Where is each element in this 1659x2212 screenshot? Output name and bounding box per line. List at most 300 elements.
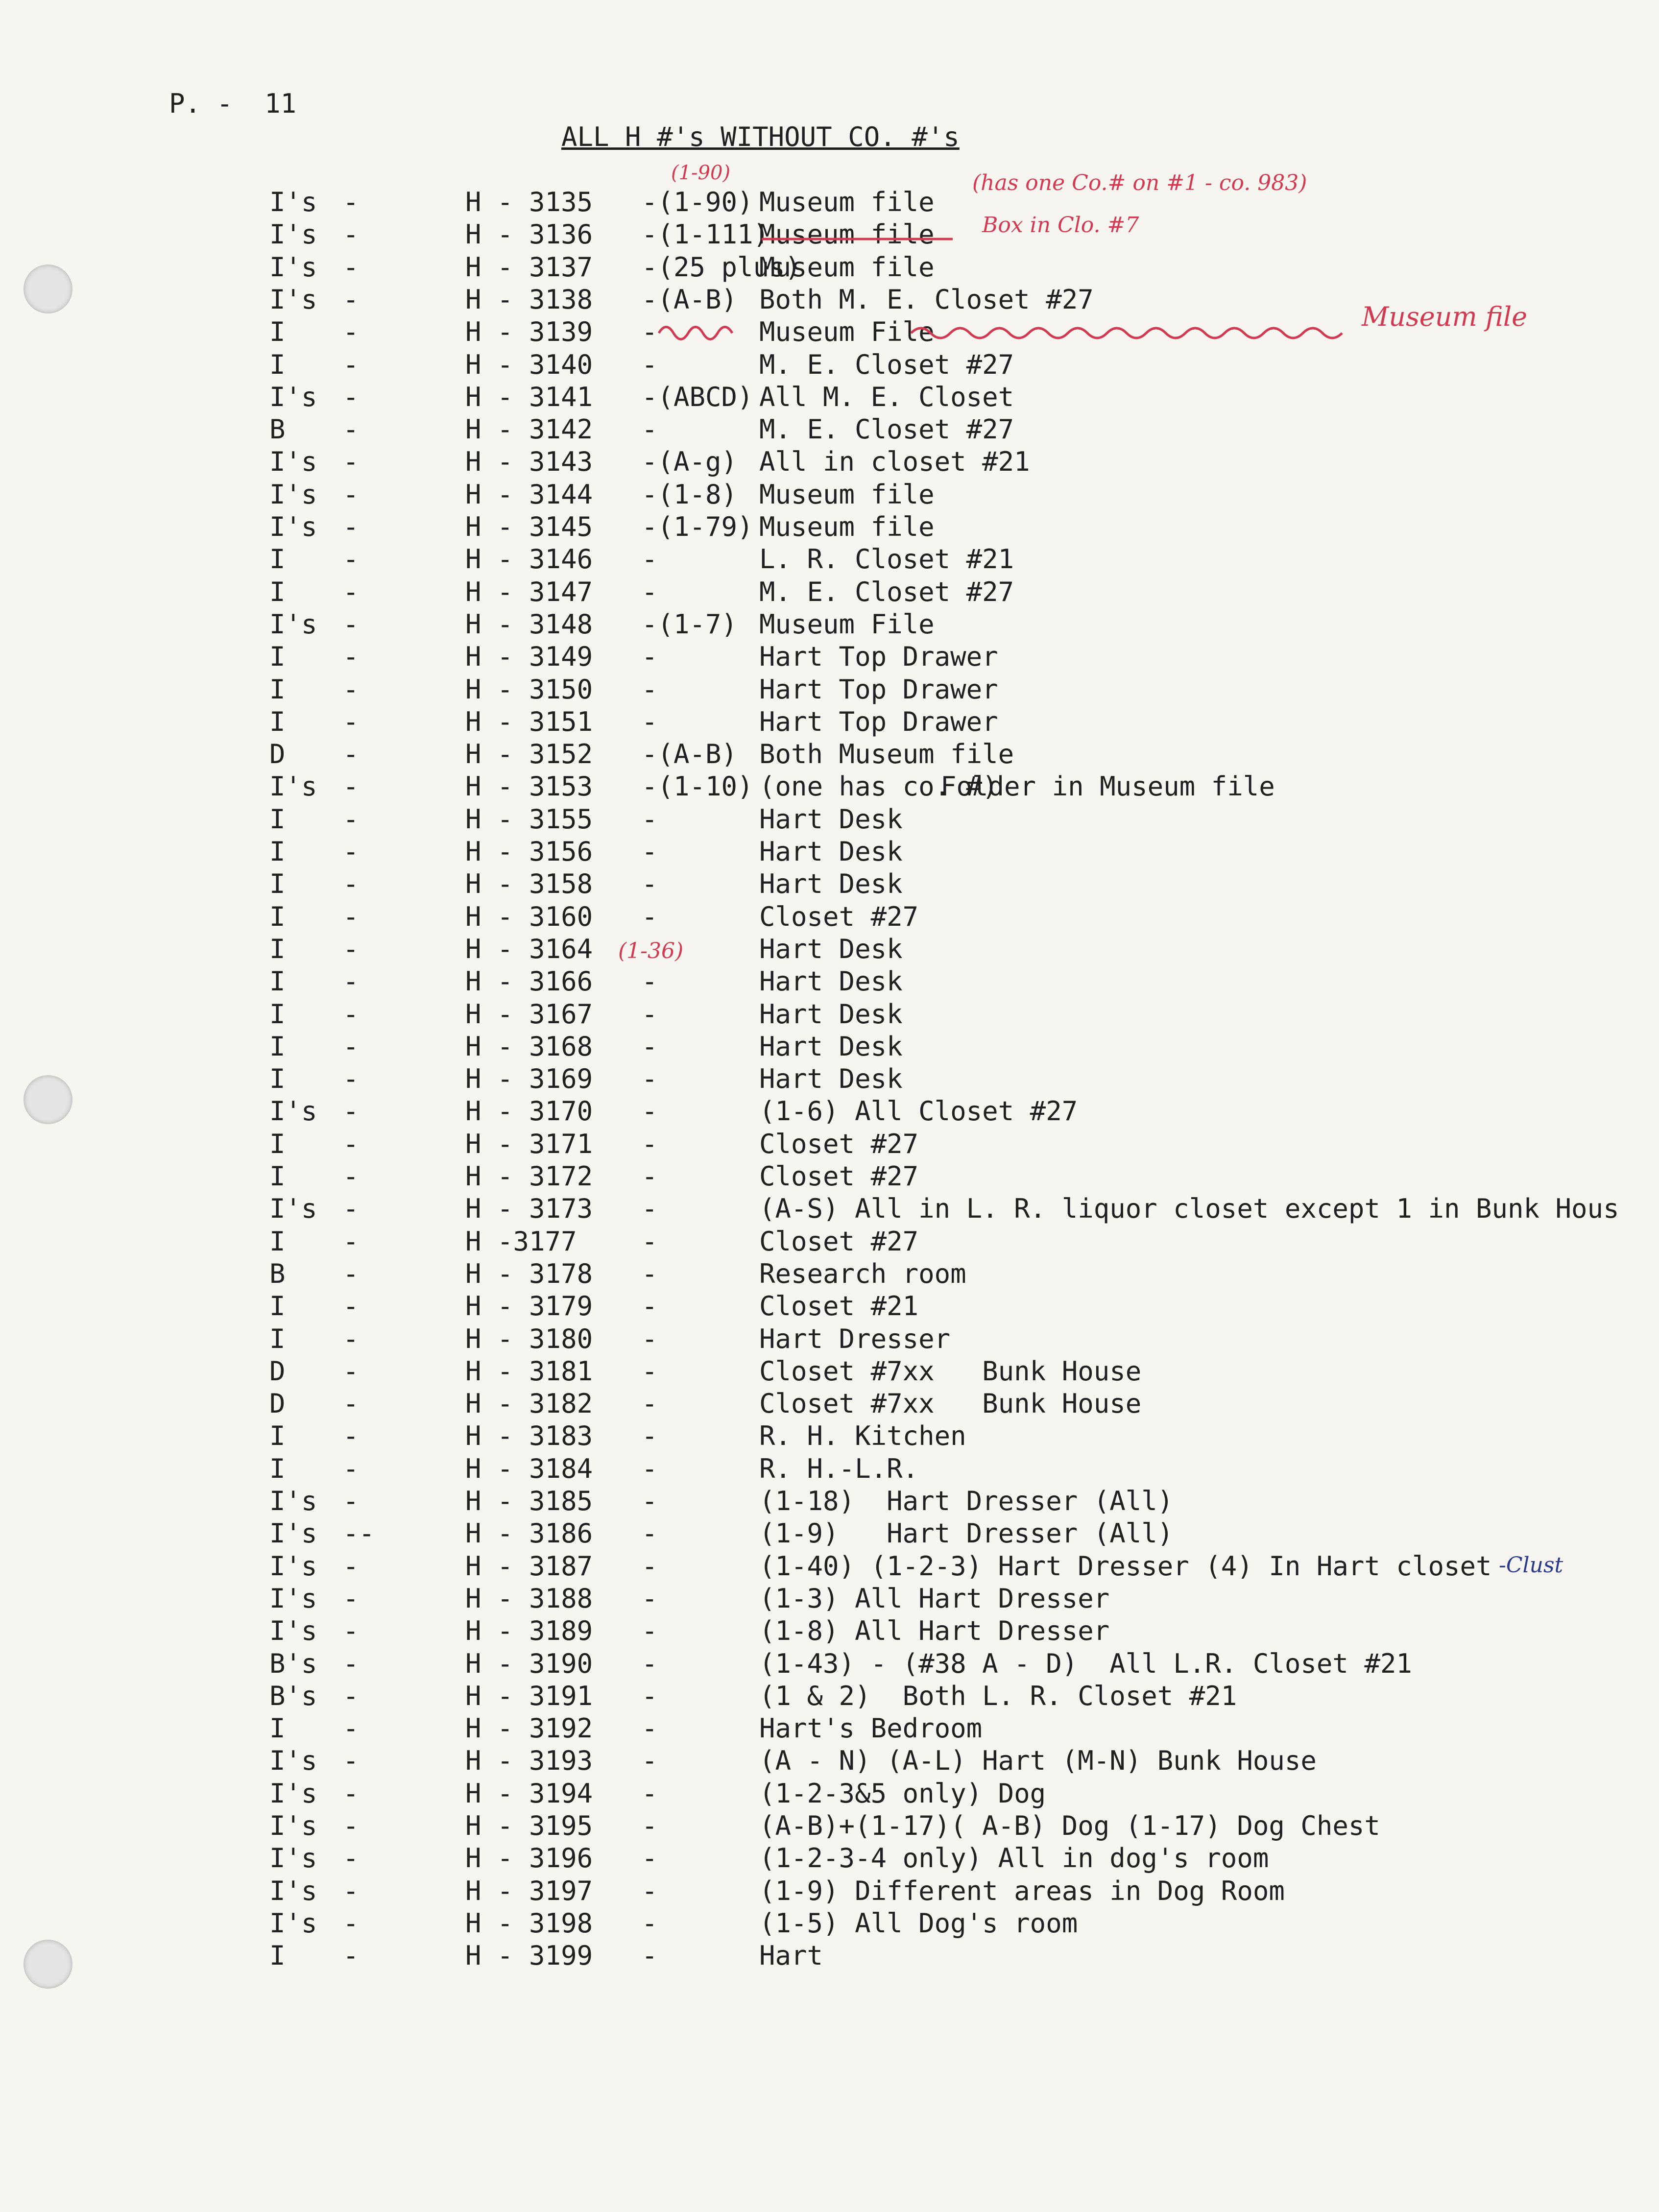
item-location: Hart Desk (759, 1031, 903, 1062)
item-range: - (642, 1388, 658, 1419)
h-number: H - 3172 (465, 1161, 593, 1192)
item-location: Hart Desk (759, 966, 903, 997)
item-type: I (269, 673, 286, 705)
item-type: I (269, 316, 286, 348)
item-location: (1-18) Hart Dresser (All) (759, 1486, 1174, 1516)
item-type: I's (269, 1486, 317, 1516)
item-range: -(1-90) (642, 187, 753, 217)
item-location: Museum file (759, 219, 935, 250)
item-range: -(1-79) (642, 511, 753, 542)
h-number: H - 3199 (465, 1940, 593, 1972)
item-type: D (269, 1355, 286, 1387)
h-number: H - 3180 (465, 1323, 593, 1354)
item-range: - (642, 1486, 658, 1516)
item-type: I (269, 966, 286, 997)
separator-dash: - (343, 1940, 359, 1972)
table-row (0, 1388, 1659, 1420)
h-number: H - 3141 (465, 381, 593, 412)
separator-dash: - (343, 1193, 359, 1225)
item-type: I's (269, 1778, 317, 1809)
separator-dash: - (343, 284, 359, 315)
item-location: Hart Desk (759, 836, 903, 867)
h-number: H - 3191 (465, 1680, 593, 1711)
item-type: I (269, 349, 286, 380)
item-type: B's (269, 1648, 317, 1679)
item-range: - (642, 673, 658, 705)
h-number: H - 3142 (465, 414, 593, 445)
separator-dash: - (343, 1907, 359, 1939)
item-range: -(1-10) (642, 771, 753, 802)
item-type: I's (269, 771, 317, 802)
item-location: All in closet #21 (759, 446, 1030, 478)
separator-dash: - (343, 1128, 359, 1159)
item-location: Hart Desk (759, 803, 903, 835)
item-location: Hart Desk (759, 868, 903, 900)
item-location: Both Museum file (759, 739, 1014, 770)
table-row (0, 641, 1659, 673)
separator-dash: - (343, 1388, 359, 1419)
item-range: - (642, 641, 658, 673)
item-range: - (642, 1843, 658, 1874)
separator-dash: - (343, 966, 359, 997)
item-type: I (269, 836, 286, 867)
table-row (0, 186, 1659, 218)
h-number: H - 3166 (465, 966, 593, 997)
h-number: H - 3171 (465, 1128, 593, 1159)
item-type: D (269, 1388, 286, 1419)
table-row (0, 673, 1659, 706)
item-range: - (642, 576, 658, 607)
item-type: I (269, 1453, 286, 1484)
separator-dash: - (343, 1810, 359, 1841)
h-number: H - 3156 (465, 836, 593, 867)
table-row (0, 1258, 1659, 1290)
item-location: Museum file (759, 187, 935, 217)
table-row (0, 1615, 1659, 1647)
h-number: H - 3148 (465, 608, 593, 640)
red-strike-line (762, 234, 958, 244)
h-number: H - 3195 (465, 1810, 593, 1841)
item-location: Hart Dresser (759, 1323, 951, 1354)
item-location: Hart Desk (759, 933, 903, 964)
item-location: (A-B)+(1-17)( A-B) Dog (1-17) Dog Chest (759, 1810, 1380, 1841)
h-number: H - 3169 (465, 1063, 593, 1095)
item-location: Museum File (759, 608, 935, 640)
table-row (0, 1420, 1659, 1452)
h-number: H - 3185 (465, 1486, 593, 1516)
h-number: H - 3168 (465, 1031, 593, 1062)
item-range: - (642, 836, 658, 867)
separator-dash: - (343, 1258, 359, 1289)
item-type: I (269, 1128, 286, 1159)
separator-dash: - (343, 608, 359, 640)
h-number: H - 3178 (465, 1258, 593, 1289)
table-row (0, 1063, 1659, 1095)
item-type: I's (269, 219, 317, 250)
item-note: Folder in Museum file (940, 771, 1275, 802)
item-location: Museum file (759, 251, 935, 283)
h-number: H - 3160 (465, 901, 593, 932)
separator-dash: - (343, 998, 359, 1030)
table-row (0, 1160, 1659, 1193)
separator-dash: - (343, 479, 359, 510)
separator-dash: - (343, 1420, 359, 1452)
item-range: - (642, 1453, 658, 1484)
item-location: Museum file (759, 479, 935, 510)
h-number: H - 3145 (465, 511, 593, 542)
item-range: - (642, 1648, 658, 1679)
separator-dash: - (343, 868, 359, 900)
item-type: I's (269, 1518, 317, 1549)
item-range: - (642, 998, 658, 1030)
item-type: I's (269, 1193, 317, 1225)
item-type: I's (269, 1615, 317, 1647)
item-location: Closet #27 (759, 1161, 919, 1192)
handwritten-note: (1-90) (671, 162, 731, 184)
item-range: - (642, 966, 658, 997)
table-row (0, 543, 1659, 576)
handwritten-note: (1-36) (618, 938, 684, 963)
item-location: Both M. E. Closet #27 (759, 284, 1094, 315)
separator-dash: - (343, 1648, 359, 1679)
table-row (0, 998, 1659, 1031)
h-number: H - 3188 (465, 1583, 593, 1614)
item-range: - (642, 1161, 658, 1192)
item-range: - (642, 803, 658, 835)
item-range: - (642, 1096, 658, 1127)
item-type: I's (269, 1810, 317, 1841)
item-location: L. R. Closet #21 (759, 544, 1014, 575)
separator-dash: - (343, 544, 359, 575)
item-location: M. E. Closet #27 (759, 414, 1014, 445)
item-type: I (269, 933, 286, 964)
separator-dash: - (343, 803, 359, 835)
item-range: - (642, 1940, 658, 1972)
item-location: R. H.-L.R. (759, 1453, 919, 1484)
item-range: - (642, 316, 658, 348)
page-number: P. - 11 (169, 88, 297, 119)
separator-dash: - (343, 1453, 359, 1484)
table-row (0, 836, 1659, 868)
item-range: - (642, 1550, 658, 1582)
h-number: H - 3153 (465, 771, 593, 802)
item-type: B (269, 1258, 286, 1289)
h-number: H - 3184 (465, 1453, 593, 1484)
item-type: I's (269, 1550, 317, 1582)
item-type: I (269, 1420, 286, 1452)
item-type: I's (269, 251, 317, 283)
item-location: M. E. Closet #27 (759, 576, 1014, 607)
table-row (0, 901, 1659, 933)
item-range: -(A-B) (642, 284, 738, 315)
item-range: - (642, 868, 658, 900)
table-row (0, 1323, 1659, 1355)
table-row (0, 1128, 1659, 1160)
h-number: H - 3193 (465, 1745, 593, 1777)
item-location: (1-40) (1-2-3) Hart Dresser (4) In Hart closet (759, 1550, 1492, 1582)
handwritten-note: (has one Co.# on #1 - co. 983) (972, 170, 1307, 195)
separator-dash: - (343, 673, 359, 705)
item-location: Closet #7xx Bunk House (759, 1388, 1142, 1419)
table-row (0, 706, 1659, 738)
item-type: I's (269, 1745, 317, 1777)
item-range: - (642, 1355, 658, 1387)
h-number: H - 3135 (465, 187, 593, 217)
h-number: H - 3164 (465, 933, 593, 964)
item-location: (1-2-3-4 only) All in dog's room (759, 1843, 1269, 1874)
separator-dash: - (343, 1550, 359, 1582)
item-type: I (269, 1063, 286, 1095)
item-location: Hart Top Drawer (759, 673, 998, 705)
table-row (0, 1517, 1659, 1550)
item-range: - (642, 1258, 658, 1289)
item-type: I's (269, 1843, 317, 1874)
item-range: - (642, 1583, 658, 1614)
handwritten-note: Box in Clo. #7 (982, 213, 1139, 238)
table-row (0, 1290, 1659, 1322)
item-location: (A-S) All in L. R. liquor closet except 1 in Bunk Hous (759, 1193, 1619, 1225)
item-range: - (642, 1031, 658, 1062)
item-type: I's (269, 284, 317, 315)
separator-dash: - (343, 251, 359, 283)
separator-dash: - (343, 446, 359, 478)
separator-dash: - (343, 1778, 359, 1809)
table-row (0, 1745, 1659, 1777)
item-range: - (642, 1063, 658, 1095)
separator-dash: - (343, 511, 359, 542)
item-range: - (642, 1615, 658, 1647)
table-row (0, 1550, 1659, 1583)
h-number: H - 3139 (465, 316, 593, 348)
table-row (0, 1226, 1659, 1258)
item-range: -(1-8) (642, 479, 738, 510)
item-type: I's (269, 479, 317, 510)
separator-dash: - (343, 381, 359, 412)
item-location: Research room (759, 1258, 966, 1289)
item-location: (1-8) All Hart Dresser (759, 1615, 1110, 1647)
h-number: H -3177 (465, 1226, 577, 1257)
separator-dash: - (343, 1615, 359, 1647)
item-location: (1-6) All Closet #27 (759, 1096, 1078, 1127)
handwritten-note: -Clust (1499, 1553, 1563, 1578)
item-range: - (642, 1745, 658, 1777)
separator-dash: - (343, 1745, 359, 1777)
h-number: H - 3146 (465, 544, 593, 575)
separator-dash: - (343, 933, 359, 964)
h-number: H - 3143 (465, 446, 593, 478)
h-number: H - 3198 (465, 1907, 593, 1939)
table-row (0, 1940, 1659, 1972)
separator-dash: - (343, 219, 359, 250)
table-row (0, 1453, 1659, 1485)
red-scribble-strikeout (656, 318, 1362, 348)
table-row (0, 803, 1659, 836)
separator-dash: - (343, 1486, 359, 1516)
item-location: Hart Top Drawer (759, 641, 998, 673)
item-type: I (269, 1713, 286, 1744)
separator-dash: - (343, 187, 359, 217)
separator-dash: - (343, 739, 359, 770)
item-range: - (642, 1420, 658, 1452)
item-range: -(1-7) (642, 608, 738, 640)
item-range: - (642, 414, 658, 445)
item-range: - (642, 706, 658, 737)
table-row (0, 446, 1659, 478)
item-range: - (642, 1226, 658, 1257)
item-location: Hart Desk (759, 1063, 903, 1095)
h-number: H - 3189 (465, 1615, 593, 1647)
h-number: H - 3155 (465, 803, 593, 835)
separator-dash: -- (343, 1518, 375, 1549)
item-type: I (269, 1323, 286, 1354)
table-row (0, 349, 1659, 381)
table-row (0, 770, 1659, 803)
separator-dash: - (343, 1680, 359, 1711)
item-range: - (642, 1193, 658, 1225)
item-location: Hart Desk (759, 998, 903, 1030)
separator-dash: - (343, 1161, 359, 1192)
h-number: H - 3187 (465, 1550, 593, 1582)
item-type: I (269, 1226, 286, 1257)
separator-dash: - (343, 771, 359, 802)
h-number: H - 3167 (465, 998, 593, 1030)
item-type: B's (269, 1680, 317, 1711)
h-number: H - 3151 (465, 706, 593, 737)
h-number: H - 3182 (465, 1388, 593, 1419)
item-location: Closet #27 (759, 901, 919, 932)
separator-dash: - (343, 1713, 359, 1744)
item-type: I's (269, 1907, 317, 1939)
item-type: I (269, 803, 286, 835)
item-location: R. H. Kitchen (759, 1420, 966, 1452)
item-range: - (642, 1810, 658, 1841)
item-range: - (642, 1680, 658, 1711)
item-type: I's (269, 1875, 317, 1906)
h-number: H - 3149 (465, 641, 593, 673)
item-range: -(1-111) (642, 219, 769, 250)
h-number: H - 3183 (465, 1420, 593, 1452)
item-range: - (642, 1907, 658, 1939)
item-range: -(A-B) (642, 739, 738, 770)
item-type: I (269, 641, 286, 673)
item-range: -(A-g) (642, 446, 738, 478)
item-location: (A - N) (A-L) Hart (M-N) Bunk House (759, 1745, 1317, 1777)
item-location: (1-5) All Dog's room (759, 1907, 1078, 1939)
separator-dash: - (343, 901, 359, 932)
table-row (0, 1712, 1659, 1745)
item-range: - (642, 1778, 658, 1809)
h-number: H - 3140 (465, 349, 593, 380)
table-row (0, 1680, 1659, 1712)
item-location: (1-9) Different areas in Dog Room (759, 1875, 1285, 1906)
table-row (0, 1875, 1659, 1907)
item-type: I (269, 1291, 286, 1322)
item-location: Hart's Bedroom (759, 1713, 983, 1744)
item-location: Closet #7xx Bunk House (759, 1355, 1142, 1387)
item-location: Hart (759, 1940, 823, 1972)
item-location: (1-9) Hart Dresser (All) (759, 1518, 1174, 1549)
item-range: - (642, 349, 658, 380)
table-row (0, 479, 1659, 511)
separator-dash: - (343, 1843, 359, 1874)
separator-dash: - (343, 316, 359, 348)
item-type: I's (269, 187, 317, 217)
h-number: H - 3150 (465, 673, 593, 705)
item-type: I's (269, 381, 317, 412)
item-location: Closet #21 (759, 1291, 919, 1322)
separator-dash: - (343, 706, 359, 737)
h-number: H - 3147 (465, 576, 593, 607)
item-range: - (642, 1323, 658, 1354)
item-location: (1 & 2) Both L. R. Closet #21 (759, 1680, 1237, 1711)
separator-dash: - (343, 1875, 359, 1906)
item-range: - (642, 1713, 658, 1744)
h-number: H - 3181 (465, 1355, 593, 1387)
separator-dash: - (343, 641, 359, 673)
item-type: D (269, 739, 286, 770)
h-number: H - 3152 (465, 739, 593, 770)
item-range: - (642, 1128, 658, 1159)
item-location: (1-3) All Hart Dresser (759, 1583, 1110, 1614)
separator-dash: - (343, 414, 359, 445)
h-number: H - 3192 (465, 1713, 593, 1744)
item-type: I (269, 901, 286, 932)
separator-dash: - (343, 1583, 359, 1614)
table-row (0, 608, 1659, 641)
item-type: I's (269, 446, 317, 478)
separator-dash: - (343, 576, 359, 607)
item-location: Closet #27 (759, 1128, 919, 1159)
table-row (0, 1907, 1659, 1940)
h-number: H - 3179 (465, 1291, 593, 1322)
table-row (0, 381, 1659, 413)
table-row (0, 1648, 1659, 1680)
table-row (0, 1095, 1659, 1128)
h-number: H - 3138 (465, 284, 593, 315)
item-location: Museum file (759, 511, 935, 542)
h-number: H - 3196 (465, 1843, 593, 1874)
table-row (0, 576, 1659, 608)
item-type: I's (269, 608, 317, 640)
separator-dash: - (343, 1291, 359, 1322)
table-row (0, 1810, 1659, 1842)
table-row (0, 738, 1659, 770)
item-range: - (642, 1291, 658, 1322)
table-row (0, 1355, 1659, 1388)
separator-dash: - (343, 1096, 359, 1127)
item-location: Closet #27 (759, 1226, 919, 1257)
table-row (0, 1031, 1659, 1063)
item-type: I (269, 576, 286, 607)
table-row (0, 1583, 1659, 1615)
page-title: ALL H #'s WITHOUT CO. #'s (561, 121, 960, 152)
h-number: H - 3194 (465, 1778, 593, 1809)
table-row (0, 1778, 1659, 1810)
item-type: I's (269, 511, 317, 542)
table-row (0, 1842, 1659, 1875)
separator-dash: - (343, 349, 359, 380)
item-range: -(25 plus) (642, 251, 801, 283)
separator-dash: - (343, 1226, 359, 1257)
separator-dash: - (343, 1063, 359, 1095)
item-location: M. E. Closet #27 (759, 349, 1014, 380)
item-type: I (269, 998, 286, 1030)
h-number: H - 3137 (465, 251, 593, 283)
separator-dash: - (343, 836, 359, 867)
table-row (0, 965, 1659, 998)
item-type: I (269, 1161, 286, 1192)
item-type: I (269, 868, 286, 900)
